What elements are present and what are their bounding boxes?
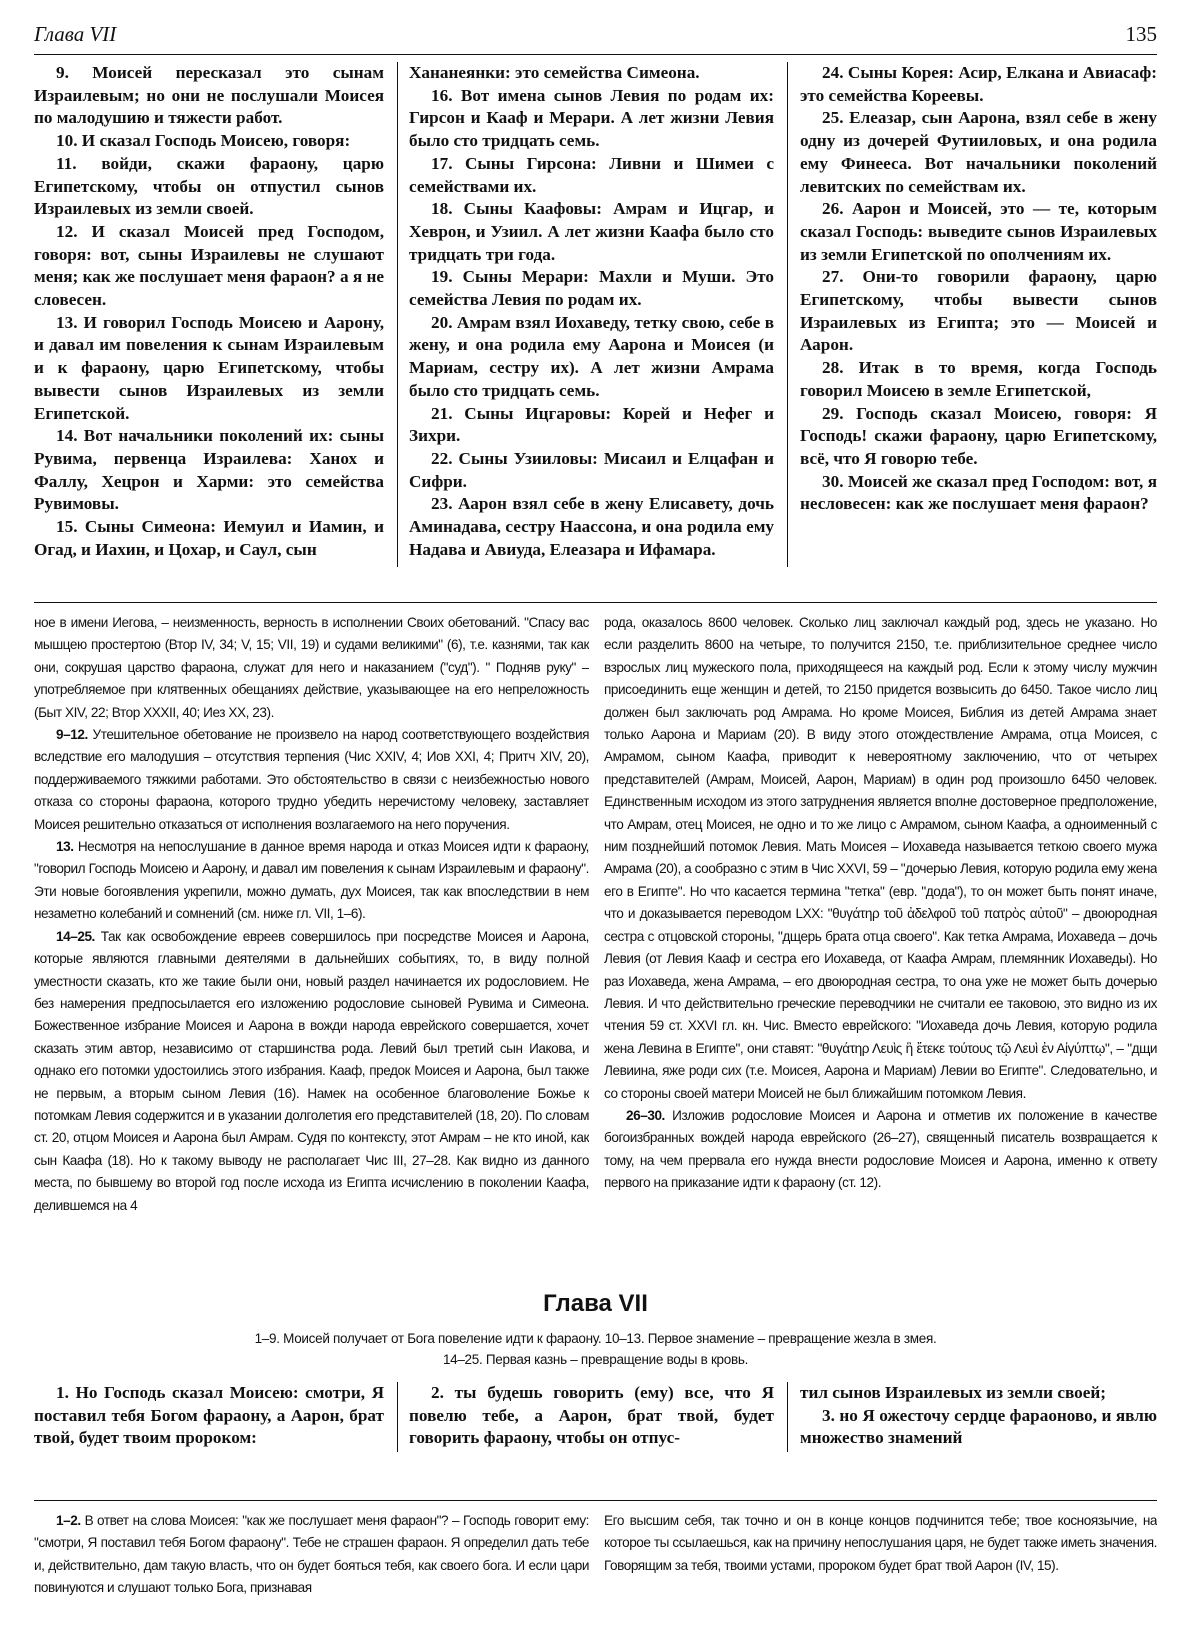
verse-reference: 13. — [56, 839, 74, 855]
scripture-commentary-rule — [34, 602, 1157, 603]
verse: 9. Моисей пересказал это сынам Израилевым; но они не послушали Моисея по малодушию и тяжести работ. — [34, 63, 384, 128]
verse: 13. И говорил Господь Моисею и Аарону, и давал им повеления к сынам Израилевым и к фараону, царю Египетскому, чтобы вывести сынов Израилевых из земли Египетской. — [34, 312, 384, 423]
commentary-continuation: рода, оказалось 8600 человек. Сколько лиц заключал каждый род, здесь не указано. Но если разделить 8600 на четыре, то получится 2150, т.е. приблизительное среднее число взрослых лиц мужеского пола, приходящееся на каждый род. Если к этому числу мужчин присоединить еще женщин и детей, то 2150 придется возвысить до 6450. Такое число лиц должен был заключать род Амрама. Но кроме Моисея, Библия из детей Амрама знает только Аарона и Мариам (20). В виду этого отождествление Амрама, отца Моисея, с Амрамом, сыном Каафа, приводит к невероятному заключению, что от четырех представителей (Амрам, Моисей, Аарон, Мариам) в один род произошло 6450 человек. Единственным исходом из этого затруднения является вполне достоверное предположение, что Амрам, отец Моисея, не одно и то же лицо с Амрамом, сыном Каафа, а одноименный с ним позднейший потомок Левия. Мать Моисея – Иохаведа называется теткою своего мужа Амрама (20), а сообразно с этим в Чис XXVI, 59 – "дочерью Левия, которую родила ему жена его в Египте". Но что касается термина "тетка" (евр. "дода"), то он может быть понят иначе, что и доказывается переводом LXX: "θυγάτηρ τοῦ ἀδελφοῦ τοῦ πατρὸς αὐτοῦ" – двоюродная сестра с отцовской стороны, "дщерь брата отца своего". Как тетка Амрама, Иохаведа – дочь Левия (от Левия Кааф и сестра его Иохаведа, от Каафа Амрам, племянник Иохаведы). Но раз Иохаведа, жена Амрама, – его двоюродная сестра, то она уже не может быть дочерью Левия. И что действительно греческие переводчики не считали ее таковою, это видно из их чтения 59 ст. XXVI гл. кн. Чис. Вместо еврейского: "Иохаведа дочь Левия, которую родила жена Левина в Египте", они ставят: "θυγάτηρ Λευὶς ἣ ἔτεκε τούτους τῷ Λευὶ ἐν Αἰγύπτῳ", – "дщи Левиина, яже роди сих (т.е. Моисея, Аарона и Мариам) Левии во Египте". Следовательно, и со стороны своей матери Моисей не был ближайшим потомком Левия. — [604, 615, 1157, 1101]
chapter-title: Глава VII — [543, 1290, 648, 1317]
verse: 3. но Я ожесточу сердце фараоново, и явлю множество знамений — [800, 1405, 1157, 1448]
commentary-paragraph — [604, 1105, 1157, 1195]
commentary-text: В ответ на слова Моисея: "как же послушает меня фараон"? – Господь говорит ему: "смотри, Я поставил тебя Богом фараону". Тебе не страшен фараон. Я определил дать тебе и, действительно, дам такую власть, что он будет бояться тебя, как своего бога. И если цари повинуются и слушают только Бога, признавая — [34, 1513, 589, 1596]
scripture-column-2 — [409, 62, 774, 567]
running-header — [34, 22, 1157, 52]
commentary-paragraph — [34, 1510, 589, 1600]
column-divider — [397, 1382, 398, 1452]
verse: 16. Вот имена сынов Левия по родам их: Гирсон и Кааф и Мерари. А лет жизни Левия было сто тридцать семь. — [409, 85, 774, 151]
verse: 24. Сыны Корея: Асир, Елкана и Авиасаф: это семейства Кореевы. — [800, 63, 1157, 105]
verse: 11. войди, скажи фараону, царю Египетскому, чтобы он отпустил сынов Израилевых из земли своей. — [34, 153, 384, 219]
verse: 30. Моисей же сказал пред Господом: вот, я несловесен: как же послушает меня фараон? — [800, 471, 1157, 514]
verse: 18. Сыны Каафовы: Амрам и Ицгар, и Хеврон, и Узиил. А лет жизни Каафа было сто тридцать три года. — [409, 199, 774, 264]
verse: 27. Они-то говорили фараону, царю Египетскому, чтобы вывести сынов Израилевых из Египта; это — Моисей и Аарон. — [800, 267, 1157, 355]
verse: 26. Аарон и Моисей, это — те, которым сказал Господь: выведите сынов Израилевых из земли Египетской по ополчениям их. — [800, 199, 1157, 264]
scripture-column-3 — [800, 62, 1157, 567]
verse: 22. Сыны Узииловы: Мисаил и Елцафан и Сифри. — [409, 448, 774, 491]
commentary-paragraph — [34, 724, 589, 836]
scripture-column-1 — [34, 62, 384, 567]
commentary-column-right — [604, 612, 1157, 1252]
commentary-column-right — [604, 1510, 1157, 1622]
verse: 1. Но Господь сказал Моисею: смотри, Я поставил тебя Богом фараону, а Аарон, брат твой, будет твоим пророком: — [34, 1383, 384, 1448]
verse: 20. Амрам взял Иохаведу, тетку свою, себе в жену, и она родила ему Аарона и Моисея (и Мариам, сестру их). А лет жизни Амрама было сто тридцать семь. — [409, 312, 774, 400]
verse: 21. Сыны Ицгаровы: Корей и Нефег и Зихри. — [409, 403, 774, 446]
verse: 2. ты будешь говорить (ему) все, что Я повелю тебе, а Аарон, брат твой, будет говорить фараону, чтобы он отпус- — [409, 1383, 774, 1448]
column-divider — [397, 62, 398, 567]
scripture-column-1 — [34, 1382, 384, 1454]
verse: 14. Вот начальники поколений их: сыны Рувима, первенца Израилева: Ханох и Фаллу, Хецрон и Харми: это семейства Рувимовы. — [34, 426, 384, 514]
chapter-synopsis-line: 1–9. Моисей получает от Бога повеление идти к фараону. 10–13. Первое знамение – превращение жезла в змея. — [254, 1331, 937, 1346]
commentary-text: Утешительное обетование не произвело на народ соответствующего воздействия вследствие его малодушия – отсутствия терпения (Чис XXIV, 4; Иов XXI, 4; Притч XIV, 20), поддерживаемого тяжкими работами. Это обстоятельство в связи с неизбежностью нового отказа со стороны фараона, которого трудно убедить неречистому человеку, заставляет Моисея решительно отказаться от исполнения возлагаемого на него поручения. — [34, 727, 589, 832]
scripture-column-2 — [409, 1382, 774, 1454]
scripture-column-3 — [800, 1382, 1157, 1454]
verse: 19. Сыны Мерари: Махли и Муши. Это семейства Левия по родам их. — [409, 267, 774, 310]
verse-reference: 26–30. — [626, 1107, 665, 1123]
verse: 28. Итак в то время, когда Господь говорил Моисею в земле Египетской, — [800, 358, 1157, 400]
chapter-synopsis-line: 14–25. Первая казнь – превращение воды в кровь. — [442, 1352, 749, 1367]
verse: 17. Сыны Гирсона: Ливни и Шимеи с семействами их. — [409, 153, 774, 196]
commentary-column-left — [34, 612, 589, 1252]
commentary-column-left — [34, 1510, 589, 1622]
verse: 29. Господь сказал Моисею, говоря: Я Господь! скажи фараону, царю Египетскому, всё, что Я говорю тебе. — [800, 403, 1157, 468]
verse-continuation: тил сынов Израилевых из земли своей; — [800, 1383, 1107, 1402]
commentary-text: Так как освобождение евреев совершилось при посредстве Моисея и Аарона, которые являются главными деятелями в дальнейших событиях, то, в виду полной уместности сказать, кто же такие были они, новый раздел начинается их родословием. Не без намерения предпосылается его изложению родословие сыновей Рувима и Симеона. Божественное избрание Моисея и Аарона в вожди народа еврейского совершается, хочет сказать этим автор, независимо от старшинства рода. Левий был третий сын Иакова, и однако его потомки удостоились этого избрания. Кааф, предок Моисея и Аарона, был также не первым, а вторым сыном Левия (16). Намек на особенное благоволение Божье к потомкам Левия содержится и в указании долголетия его представителей (18, 20). По словам ст. 20, отцом Моисея и Аарона был Амрам. Судя по контексту, этот Амрам – не кто иной, как сын Каафа (18). Но к такому выводу не располагает Чис III, 27–28. Как видно из данного места, по бывшему во второй год после исхода из Египта исчислению в поколении Каафа, делившемся на 4 — [34, 928, 589, 1213]
commentary-text: Несмотря на непослушание в данное время народа и отказ Моисея идти к фараону, "говорил Господь Моисею и Аарону, и давал им повеления к сынам Израилевым и фараону". Эти новые богоявления укрепили, можно думать, дух Моисея, так как впоследствии в нем незаметно колебаний и сомнений (см. ниже гл. VII, 1–6). — [34, 839, 589, 922]
verse-reference: 9–12. — [56, 727, 88, 743]
column-divider — [787, 1382, 788, 1452]
verse-reference: 1–2. — [56, 1513, 81, 1528]
commentary-continuation: Его высшим себя, так точно и он в конце концов подчинится тебе; твое косноязычие, на которое ты ссылаешься, как на причину непослушания царя, не будет также иметь значения. Говорящим за тебя, твоими устами, пророком будет брат твой Аарон (IV, 15). — [604, 1513, 1157, 1573]
header-rule — [34, 54, 1157, 55]
verse-continuation: Хананеянки: это семейства Симеона. — [409, 63, 700, 82]
verse: 23. Аарон взял себе в жену Елисавету, дочь Аминадава, сестру Наассона, и она родила ему Надава и Авиуда, Елеазара и Ифамара. — [409, 494, 774, 559]
verse: 15. Сыны Симеона: Иемуил и Иамин, и Огад, и Иахин, и Цохар, и Саул, сын — [34, 517, 384, 559]
commentary-paragraph — [34, 836, 589, 926]
verse: 10. И сказал Господь Моисею, говоря: — [56, 131, 351, 151]
column-divider — [787, 62, 788, 567]
commentary-continuation: ное в имени Иегова, – неизменность, верность в исполнении Своих обетований. "Спасу вас мышцею простертою (Втор IV, 34; V, 15; VII, 19) и судами великими" (6), т.е. казнями, так как они, сокрушая царство фараона, служат для него и наказанием ("суд"). " Подняв руку" – употребляемое при клятвенных обещаниях действие, указывающее на его непреложность (Быт XIV, 22; Втор XXXII, 40; Иез XX, 23). — [34, 615, 589, 720]
commentary-paragraph — [34, 926, 589, 1217]
page-number: 135 — [1125, 22, 1157, 46]
scripture-commentary-rule — [34, 1500, 1157, 1501]
commentary-text: Изложив родословие Моисея и Аарона и отметив их положение в качестве богоизбранных вождей народа еврейского (26–27), священный писатель возвращается к тому, на чем прервала его нужда внести родословие Моисея и Аарона, именно к ответу первого на приказание идти к фараону (ст. 12). — [604, 1107, 1157, 1191]
verse: 12. И сказал Моисей пред Господом, говоря: вот, сыны Израилевы не слушают меня; как же послушает меня фараон? а я не словесен. — [34, 221, 384, 310]
verse-reference: 14–25. — [56, 928, 95, 944]
verse: 25. Елеазар, сын Аарона, взял себе в жену одну из дочерей Футииловых, и она родила ему Финееса. Вот начальники поколений левитских по семействам их. — [800, 108, 1157, 196]
running-chapter-title: Глава VII — [34, 22, 117, 46]
